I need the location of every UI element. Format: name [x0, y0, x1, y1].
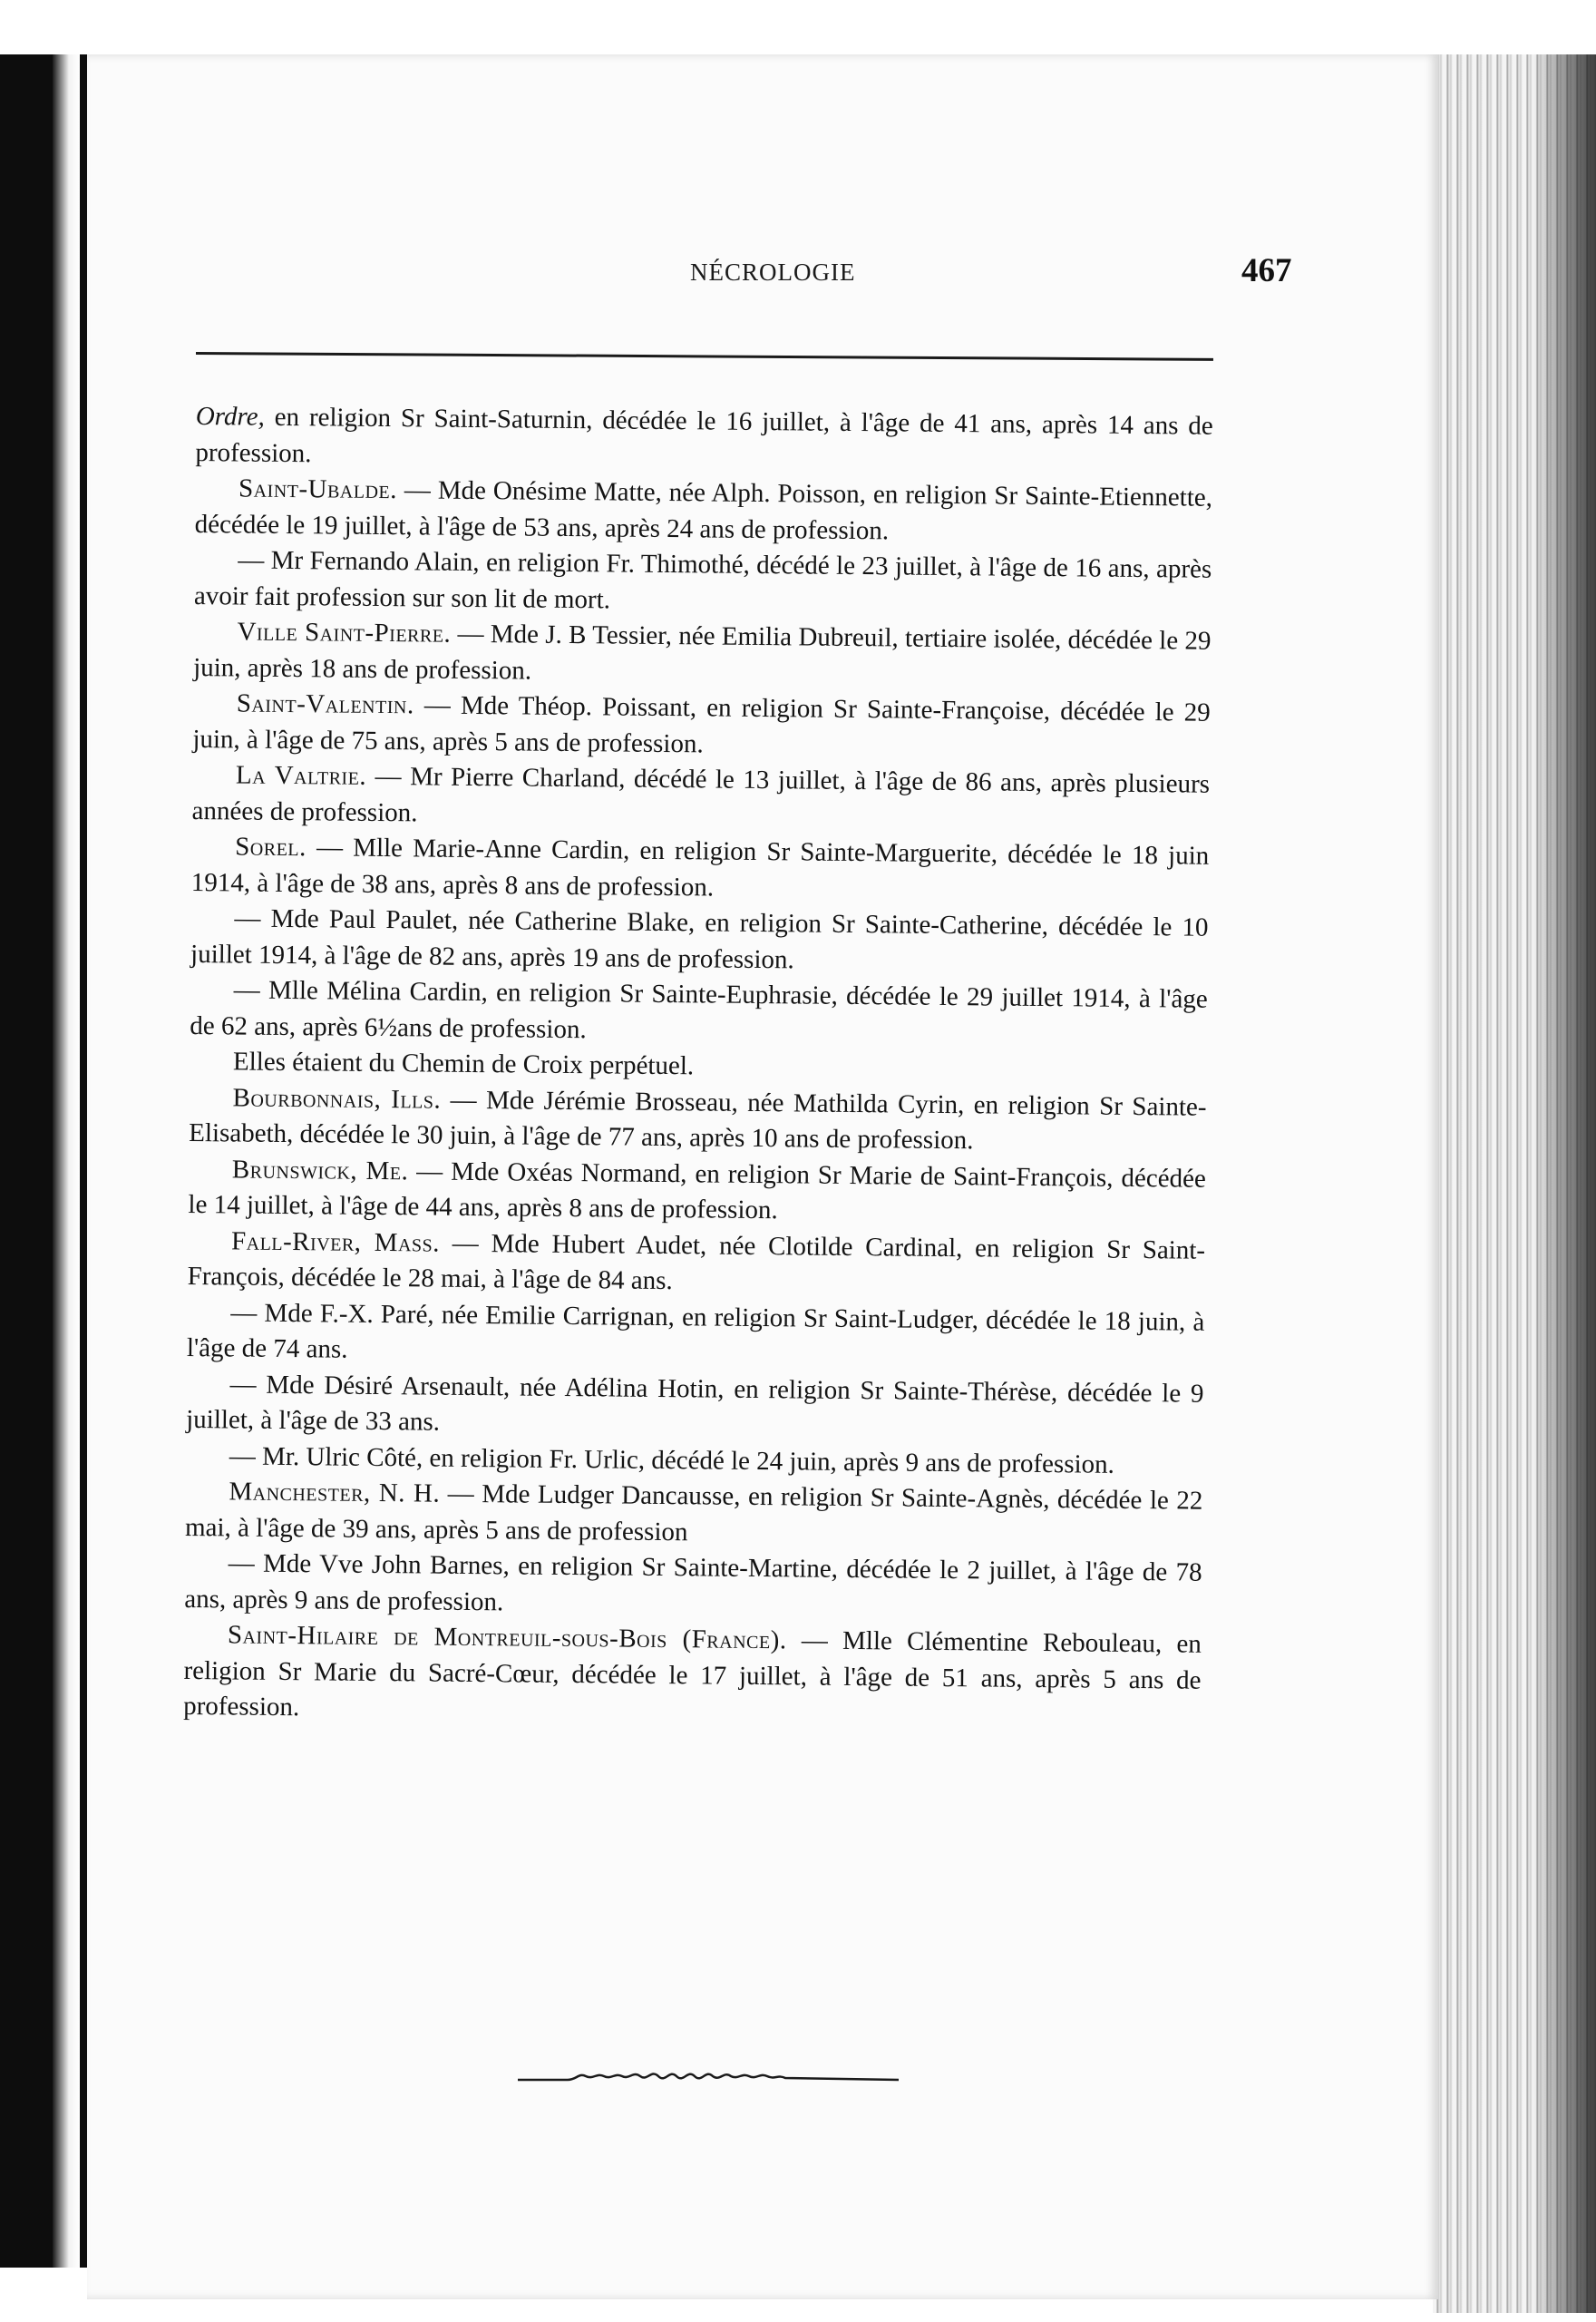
- entry-text: — Mde Vve John Barnes, en religion Sr Sainte-Martine, décédée le 2 juillet, à l'âge de 78 ans, après 9 ans de profession.: [184, 1548, 1202, 1616]
- obituary-entry: [195, 399, 1213, 481]
- obituary-entry: [189, 1079, 1207, 1161]
- obituary-entry: [190, 901, 1209, 982]
- obituary-entry: [184, 1546, 1202, 1627]
- entry-place: Sorel.: [235, 832, 307, 863]
- entry-text: — Mde Théop. Poissant, en religion Sr Sainte-Françoise, décédée le 29 juin, à l'âge de 75 ans, après 5 ans de profession.: [192, 690, 1211, 758]
- entry-text: — Mde F.-X. Paré, née Emilie Carrignan, en religion Sr Saint-Ludger, décédée le 18 juin, à l'âge de 74 ans.: [186, 1297, 1205, 1364]
- obituary-entry: [192, 686, 1211, 767]
- obituary-entry: [191, 757, 1210, 839]
- entry-place: Manchester, N. H.: [229, 1477, 441, 1508]
- page-stack-shadow: [1533, 54, 1596, 2313]
- running-title: NÉCROLOGIE: [690, 259, 856, 286]
- entry-text: Elles étaient du Chemin de Croix perpétuel.: [232, 1047, 695, 1081]
- entry-place: La Valtrie.: [235, 760, 367, 791]
- obituary-entry: [183, 1617, 1202, 1734]
- book-page: [87, 54, 1438, 2299]
- obituary-entry: [194, 542, 1212, 624]
- obituary-entry: [186, 1366, 1204, 1448]
- obituary-entry: [193, 614, 1212, 696]
- entry-text: — Mlle Marie-Anne Cardin, en religion Sr Sainte-Marguerite, décédée le 18 juin 1914, à l'âge de 38 ans, après 8 ans de profession.: [190, 833, 1210, 902]
- obituary-entry: [191, 829, 1210, 911]
- end-ornament: [513, 2063, 903, 2091]
- obituary-entry: [188, 1223, 1206, 1304]
- entry-place: Saint-Ubalde.: [238, 473, 398, 505]
- entry-text: en religion Sr Saint-Saturnin, décédée le 16 juillet, à l'âge de 41 ans, après 14 ans de profession.: [195, 402, 1213, 468]
- entry-text: — Mde Oxéas Normand, en religion Sr Marie de Saint-François, décédée le 14 juillet, à l'âge de 44 ans, après 8 ans de profession.: [188, 1156, 1206, 1225]
- header-rule: [196, 352, 1213, 361]
- entry-text: — Mlle Mélina Cardin, en religion Sr Sainte-Euphrasie, décédée le 29 juillet 1914, à l'âge de 62 ans, après 6½ans de profession.: [190, 975, 1208, 1044]
- entry-lead: Ordre,: [195, 401, 265, 432]
- obituary-entry: [185, 1474, 1203, 1556]
- entry-text: — Mlle Clémentine Rebouleau, en religion Sr Marie du Sacré-Cœur, décédée le 17 juillet, à l'âge de 51 ans, après 5 ans de profession.: [183, 1625, 1202, 1722]
- entry-text: — Mde Paul Paulet, née Catherine Blake, en religion Sr Sainte-Catherine, décédée le 10 juillet 1914, à l'âge de 82 ans, après 19 ans de profession.: [190, 903, 1209, 974]
- entry-text: — Mr Pierre Charland, décédé le 13 juillet, à l'âge de 86 ans, après plusieurs années de profession.: [191, 761, 1211, 827]
- obituary-list: [183, 399, 1213, 1734]
- entry-place: Fall-River, Mass.: [230, 1225, 441, 1258]
- entry-text: — Mde Jérémie Brosseau, née Mathilda Cyrin, en religion Sr Sainte-Elisabeth, décédée le 30 juin, à l'âge de 77 ans, après 10 ans de profession.: [189, 1085, 1207, 1156]
- obituary-entry: [188, 1151, 1206, 1233]
- facing-page-edge: [53, 54, 80, 2268]
- entry-text: — Mde J. B Tessier, née Emilia Dubreuil, tertiaire isolée, décédée le 29 juin, après 18 ans de profession.: [193, 619, 1212, 686]
- entry-place: Saint-Hilaire de Montreuil-sous-Bois (France).: [227, 1620, 787, 1655]
- entry-text: — Mde Désiré Arsenault, née Adélina Hotin, en religion Sr Sainte-Thérèse, décédée le 9 juillet, à l'âge de 33 ans.: [186, 1369, 1204, 1437]
- obituary-entry: [187, 1294, 1205, 1376]
- entry-text: — Mr. Ulric Côté, en religion Fr. Urlic, décédé le 24 juin, après 9 ans de profession.: [229, 1440, 1115, 1479]
- entry-place: Bourbonnais, Ills.: [232, 1082, 442, 1115]
- entry-place: Saint-Valentin.: [236, 688, 414, 720]
- entry-text: — Mde Onésime Matte, née Alph. Poisson, en religion Sr Sainte-Etiennette, décédée le 19 juillet, à l'âge de 53 ans, après 24 ans de profession.: [194, 475, 1213, 545]
- obituary-entry: [190, 972, 1208, 1054]
- entry-place: Brunswick, Me.: [231, 1154, 409, 1185]
- entry-place: Ville Saint-Pierre.: [237, 617, 452, 649]
- entry-text: — Mr Fernando Alain, en religion Fr. Thimothé, décédé le 23 juillet, à l'âge de 16 ans, après avoir fait profession sur son lit de mort.: [193, 545, 1212, 614]
- obituary-entry: [194, 471, 1212, 552]
- entry-text: — Mde Hubert Audet, née Clotilde Cardinal, en religion Sr Saint-François, décédée le 28 mai, à l'âge de 84 ans.: [187, 1228, 1206, 1296]
- page-header: [196, 249, 1292, 304]
- page-number: 467: [1241, 252, 1292, 289]
- entry-text: — Mde Ludger Dancausse, en religion Sr Sainte-Agnès, décédée le 22 mai, à l'âge de 39 ans, après 5 ans de profession: [184, 1478, 1203, 1546]
